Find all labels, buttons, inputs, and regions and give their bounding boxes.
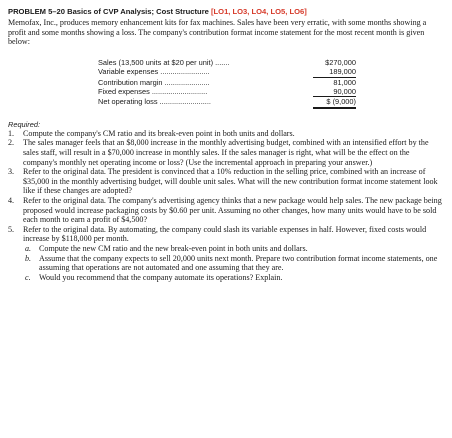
requirement-2 — [8, 138, 444, 167]
requirement-3 — [8, 167, 444, 196]
subitem-letter: b. — [25, 253, 32, 263]
statement-row-net-operating-loss — [98, 97, 356, 108]
subitem-letter: c. — [25, 272, 31, 282]
statement-amount: 90,000 — [313, 87, 356, 97]
requirement-number: 1. — [8, 128, 15, 138]
statement-amount: 81,000 — [333, 77, 356, 87]
statement-label: Variable expenses ........................ — [98, 67, 210, 77]
statement-label: Sales (13,500 units at $20 per unit) ....... — [98, 57, 230, 67]
statement-label: Fixed expenses ........................... — [98, 87, 208, 96]
subitem-letter: a. — [25, 243, 32, 253]
requirement-text: The sales manager feels that an $8,000 increase in the monthly advertising budget, combined with an intensified effort by the sales staff, will result in a $70,000 increase in monthly sales. If the sales manager is right, what will be the effect on the company's monthly net operating income or loss? (Use the incremental approach in preparing your answer.) — [23, 138, 429, 167]
subitem-text: Assume that the company expects to sell 20,000 units next month. Prepare two contribution format income statements, one assuming that operations are not automated and one assuming that they are. — [39, 253, 438, 273]
income-statement — [98, 58, 356, 109]
requirement-text: Refer to the original data. The company's advertising agency thinks that a new package would help sales. The new package being proposed would increase packaging costs by $0.60 per unit. Assuming no other changes, how many units would have to be sold each month to earn a profit of $4,500? — [23, 195, 442, 225]
statement-amount: $ (9,000) — [313, 97, 356, 108]
statement-amount: 189,000 — [313, 67, 356, 77]
statement-row-variable-expenses — [98, 67, 356, 77]
requirement-1 — [8, 129, 444, 139]
statement-amount: $270,000 — [325, 57, 356, 67]
requirement-5b — [25, 254, 444, 273]
requirement-text: Compute the company's CM ratio and its break-even point in both units and dollars. — [23, 128, 295, 138]
statement-row-fixed-expenses — [98, 87, 356, 97]
requirement-text: Refer to the original data. The president is convinced that a 10% reduction in the selling price, combined with an increase of $35,000 in the monthly advertising budget, will double unit sales. What will the new contribution format income statement look like if these changes are adopted? — [23, 167, 438, 196]
learning-objectives: [LO1, LO3, LO4, LO5, LO6] — [211, 7, 307, 16]
requirement-number: 4. — [8, 195, 15, 205]
requirement-text: Refer to the original data. By automating, the company could slash its variable expenses in half. However, fixed costs would increase by $118,000 per month. — [23, 224, 427, 244]
requirement-5 — [8, 225, 444, 283]
problem-heading — [8, 7, 444, 17]
subitem-text: Compute the new CM ratio and the new break-even point in both units and dollars. — [39, 243, 308, 253]
requirement-number: 2. — [8, 138, 15, 148]
statement-row-sales — [98, 58, 356, 67]
statement-label: Contribution margin ...................... — [98, 77, 210, 87]
requirement-number: 3. — [8, 167, 15, 177]
problem-intro: Memofax, Inc., produces memory enhancement kits for fax machines. Sales have been very erratic, with some months showing a profit and some months showing a loss. The company's contribution format income statement for the most recent month is given below: — [8, 18, 427, 47]
problem-title: PROBLEM 5–20 Basics of CVP Analysis; Cost Structure — [8, 7, 209, 16]
requirement-5c — [25, 273, 444, 283]
requirement-number: 5. — [8, 224, 15, 234]
statement-label: Net operating loss ......................... — [98, 97, 211, 107]
subitem-text: Would you recommend that the company automate its operations? Explain. — [39, 272, 283, 282]
required-label: Required: — [8, 119, 41, 129]
statement-row-contribution-margin — [98, 78, 356, 87]
requirement-4 — [8, 196, 444, 225]
requirement-5a — [25, 244, 444, 254]
